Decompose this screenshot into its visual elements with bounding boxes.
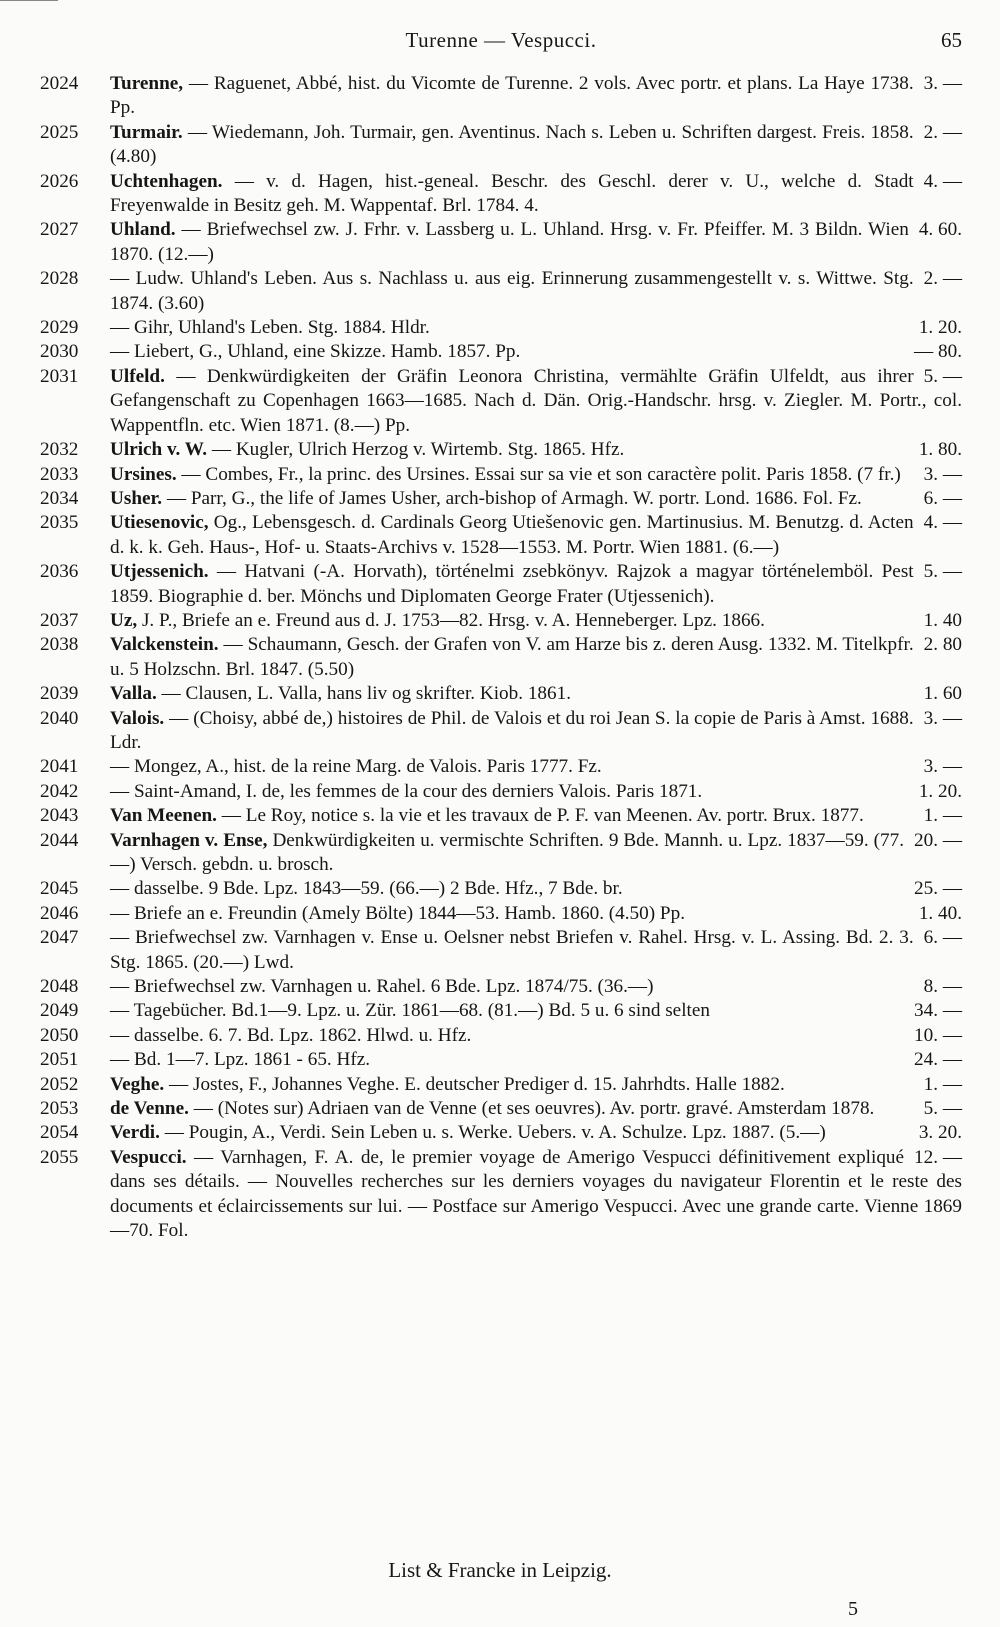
entry-description: — Saint-Amand, I. de, les femmes de la cour des derniers Valois. Paris 1871.	[110, 780, 703, 802]
entry-heading: Ulfeld.	[110, 365, 165, 387]
running-header	[40, 28, 962, 68]
entry-number: 2037	[40, 609, 79, 631]
entry-description: — Pougin, A., Verdi. Sein Leben u. s. Werke. Uebers. v. A. Schulze. Lpz. 1887. (5.—)	[164, 1122, 826, 1144]
entry-description: Denkwürdigkeiten u. vermischte Schriften. 9 Bde. Mannh. u. Lpz. 1837—59. (77.—) Versch. gebdn. u. brosch.	[110, 829, 905, 875]
entry-heading: Turenne,	[110, 73, 184, 94]
entry-price: 6. —	[923, 487, 962, 509]
entry-number: 2034	[40, 487, 79, 509]
catalogue-entry	[40, 1024, 962, 1048]
catalogue-entry	[40, 1073, 962, 1097]
entry-price: 3. —	[923, 463, 962, 485]
entry-heading: Verdi.	[110, 1122, 160, 1144]
entry-price: 25. —	[914, 878, 962, 900]
catalogue-entry	[40, 707, 962, 756]
entry-description: — Combes, Fr., la princ. des Ursines. Essai sur sa vie et son caractère polit. Paris 1858. (7 fr.)	[181, 463, 901, 485]
catalogue-entry	[40, 218, 962, 267]
entry-description: — Briefe an e. Freundin (Amely Bölte) 1844—53. Hamb. 1860. (4.50) Pp.	[110, 902, 685, 924]
entry-price: 1. 60	[923, 683, 962, 705]
entry-description: — Kugler, Ulrich Herzog v. Wirtemb. Stg. 1865. Hfz.	[211, 439, 625, 461]
entry-number: 2030	[40, 341, 79, 363]
entry-number: 2029	[40, 317, 79, 339]
entry-description: — Raguenet, Abbé, hist. du Vicomte de Turenne. 2 vols. Avec portr. et plans. La Haye 1738. Pp.	[110, 73, 914, 119]
entry-description: — Briefwechsel zw. J. Frhr. v. Lassberg u. L. Uhland. Hrsg. v. Fr. Pfeiffer. M. 3 Bildn. Wien 1870. (12.—)	[110, 219, 909, 265]
entry-price: 5. —	[923, 561, 962, 583]
entry-price: 1. 20.	[918, 780, 962, 802]
entry-heading: Ursines.	[110, 463, 177, 485]
sheet-signature: 5	[848, 1598, 858, 1620]
entry-description: — v. d. Hagen, hist.-geneal. Beschr. des Geschl. derer v. U., welche d. Stadt Freyenwalde in Besitz geh. M. Wappentaf. Brl. 1784. 4.	[110, 170, 914, 217]
entry-number: 2038	[40, 634, 79, 656]
catalogue-entry	[40, 804, 962, 828]
catalogue-entry	[40, 340, 962, 364]
top-edge-mark	[0, 0, 58, 1]
catalogue-entry	[40, 560, 962, 609]
catalogue-entry	[40, 511, 962, 560]
entry-description: — Jostes, F., Johannes Veghe. E. deutscher Prediger d. 15. Jahrhdts. Halle 1882.	[169, 1073, 785, 1095]
catalogue-entry	[40, 609, 962, 633]
entry-number: 2032	[40, 439, 79, 461]
entry-heading: Uchtenhagen.	[110, 170, 223, 192]
entry-description: — Mongez, A., hist. de la reine Marg. de Valois. Paris 1777. Fz.	[110, 756, 602, 778]
entry-number: 2051	[40, 1049, 79, 1071]
entry-price: 6. —	[923, 927, 962, 949]
entry-number: 2044	[40, 829, 79, 851]
entry-description: — Briefwechsel zw. Varnhagen v. Ense u. Oelsner nebst Briefen v. Rahel. Hrsg. v. L. Assing. Bd. 2. 3. Stg. 1865. (20.—) Lwd.	[110, 927, 914, 973]
entry-price: 34. —	[914, 1000, 962, 1022]
entry-number: 2046	[40, 902, 79, 924]
catalogue-entry	[40, 121, 962, 170]
entry-price: 10. —	[914, 1024, 962, 1046]
entry-number: 2033	[40, 463, 79, 485]
entry-description: — Tagebücher. Bd.1—9. Lpz. u. Zür. 1861—68. (81.—) Bd. 5 u. 6 sind selten	[110, 1000, 710, 1022]
entry-price: 1. 20.	[918, 317, 962, 339]
entry-number: 2055	[40, 1146, 79, 1168]
entry-number: 2031	[40, 365, 79, 387]
entry-number: 2028	[40, 268, 79, 290]
entry-number: 2049	[40, 1000, 79, 1022]
entry-number: 2024	[40, 73, 79, 94]
entry-price: 3. —	[923, 756, 962, 778]
catalogue-page	[40, 28, 962, 1244]
entry-description: — dasselbe. 6. 7. Bd. Lpz. 1862. Hlwd. u. Hfz.	[110, 1024, 472, 1046]
entry-number: 2043	[40, 805, 79, 827]
entry-description: — Le Roy, notice s. la vie et les travaux de P. F. van Meenen. Av. portr. Brux. 1877.	[221, 805, 864, 827]
entry-price: 4. —	[923, 512, 962, 534]
entry-price: 5. —	[923, 365, 962, 387]
entry-description: — Hatvani (-A. Horvath), történelmi zsebkönyv. Rajzok a magyar történelemböl. Pest 1859. Biographie d. ber. Mönchs und Diplomaten George Frater (Utjessenich).	[110, 561, 914, 607]
entry-number: 2041	[40, 756, 79, 778]
entry-number: 2040	[40, 707, 79, 729]
entry-heading: Valckenstein.	[110, 634, 219, 656]
catalogue-entry	[40, 877, 962, 901]
catalogue-entry	[40, 926, 962, 975]
entry-number: 2026	[40, 170, 79, 192]
catalogue-entry	[40, 829, 962, 878]
entry-heading: Uz,	[110, 609, 138, 631]
entry-description: — Parr, G., the life of James Usher, arch-bishop of Armagh. W. portr. Lond. 1686. Fol. Fz.	[166, 487, 862, 509]
catalogue-entry	[40, 316, 962, 340]
entry-description: — Ludw. Uhland's Leben. Aus s. Nachlass u. aus eig. Erinnerung zusammengestellt v. s. Wittwe. Stg. 1874. (3.60)	[110, 268, 914, 314]
entry-price: 1. —	[923, 1073, 962, 1095]
entry-number: 2053	[40, 1098, 79, 1120]
entry-description: Og., Lebensgesch. d. Cardinals Georg Utiešenovic gen. Martinusius. M. Benutzg. d. Acten d. k. k. Geh. Haus-, Hof- u. Staats-Archivs v. 1528—1553. M. Portr. Wien 1881. (6.—)	[110, 512, 914, 558]
catalogue-entry	[40, 1146, 962, 1244]
entry-heading: Varnhagen v. Ense,	[110, 829, 268, 851]
catalogue-entry	[40, 267, 962, 316]
entry-price: 1. 40.	[918, 902, 962, 924]
entry-price: 4. —	[923, 170, 962, 192]
page-number: 65	[941, 28, 962, 52]
entry-description: — (Notes sur) Adriaen van de Venne (et ses oeuvres). Av. portr. gravé. Amsterdam 1878.	[193, 1098, 875, 1120]
entry-heading: Turmair.	[110, 121, 183, 143]
entry-price: 2. —	[923, 121, 962, 143]
entry-number: 2039	[40, 683, 79, 705]
entry-price: 20. —	[914, 829, 962, 851]
entry-number: 2050	[40, 1024, 79, 1046]
entry-number: 2027	[40, 219, 79, 241]
catalogue-entry	[40, 72, 962, 121]
catalogue-entry	[40, 170, 962, 219]
entry-description: — Schaumann, Gesch. der Grafen von V. am Harze bis z. deren Ausg. 1332. M. Titelkpfr. u. 5 Holzschn. Brl. 1847. (5.50)	[110, 634, 914, 680]
entry-heading: Valla.	[110, 683, 157, 705]
entry-price: 2. 80	[923, 634, 962, 656]
catalogue-entry	[40, 487, 962, 511]
entry-heading: Usher.	[110, 487, 163, 509]
catalogue-entry	[40, 780, 962, 804]
entry-price: 3. —	[923, 73, 962, 94]
catalogue-entry	[40, 1121, 962, 1145]
entry-heading: Utjessenich.	[110, 561, 209, 583]
entry-price: — 80.	[914, 341, 962, 363]
catalogue-entry	[40, 682, 962, 706]
entry-description: J. P., Briefe an e. Freund aus d. J. 1753—82. Hrsg. v. A. Henneberger. Lpz. 1866.	[141, 609, 765, 631]
entry-heading: Ulrich v. W.	[110, 439, 208, 461]
entry-heading: Valois.	[110, 707, 165, 729]
page-title: Turenne — Vespucci.	[405, 28, 597, 52]
entry-number: 2025	[40, 121, 79, 143]
entry-number: 2047	[40, 927, 79, 949]
entry-description: — Briefwechsel zw. Varnhagen u. Rahel. 6 Bde. Lpz. 1874/75. (36.—)	[110, 976, 654, 998]
entry-price: 3. —	[923, 707, 962, 729]
entry-heading: Utiesenovic,	[110, 512, 209, 534]
entry-heading: Vespucci.	[110, 1146, 187, 1168]
entry-price: 3. 20.	[918, 1122, 962, 1144]
entry-heading: de Venne.	[110, 1098, 189, 1120]
entry-heading: Van Meenen.	[110, 805, 217, 827]
entry-number: 2036	[40, 561, 79, 583]
entry-price: 2. —	[923, 268, 962, 290]
entry-price: 24. —	[914, 1049, 962, 1071]
catalogue-entry	[40, 755, 962, 779]
entry-heading: Veghe.	[110, 1073, 165, 1095]
entry-number: 2035	[40, 512, 79, 534]
entry-description: — Gihr, Uhland's Leben. Stg. 1884. Hldr.	[110, 317, 430, 339]
entry-description: — Varnhagen, F. A. de, le premier voyage de Amerigo Vespucci définitivement expliqué dans ses détails. — Nouvelles recherches sur les derniers voyages du navigateur Florentin et le reste des documents et éclaircissements sur lui. — Postface sur Amerigo Vespucci. Avec une grande carte. Vienne 1869—70. Fol.	[110, 1146, 962, 1242]
catalogue-entry	[40, 1048, 962, 1072]
entry-number: 2052	[40, 1073, 79, 1095]
catalogue-entry	[40, 633, 962, 682]
catalogue-entry	[40, 999, 962, 1023]
entry-description: — (Choisy, abbé de,) histoires de Phil. de Valois et du roi Jean S. la copie de Paris à Amst. 1688. Ldr.	[110, 707, 914, 753]
entry-price: 1. 40	[923, 609, 962, 631]
entry-description: — Denkwürdigkeiten der Gräfin Leonora Christina, vermählte Gräfin Ulfeldt, aus ihrer Gefangenschaft zu Copenhagen 1663—1685. Nach d. Dän. Orig.-Handschr. hrsg. v. Ziegler. M. Portr., col. Wappentfln. etc. Wien 1871. (8.—) Pp.	[110, 365, 962, 436]
entry-price: 1. —	[923, 805, 962, 827]
entry-price: 12. —	[914, 1146, 962, 1168]
entry-description: — Clausen, L. Valla, hans liv og skrifter. Kiob. 1861.	[161, 683, 572, 705]
entry-number: 2042	[40, 780, 79, 802]
entry-number: 2048	[40, 976, 79, 998]
entry-description: — Wiedemann, Joh. Turmair, gen. Aventinus. Nach s. Leben u. Schriften dargest. Freis. 1858. (4.80)	[110, 121, 914, 168]
entry-price: 4. 60.	[918, 219, 962, 241]
entry-description: — Liebert, G., Uhland, eine Skizze. Hamb. 1857. Pp.	[110, 341, 521, 363]
entry-price: 8. —	[923, 976, 962, 998]
entry-description: — dasselbe. 9 Bde. Lpz. 1843—59. (66.—) 2 Bde. Hfz., 7 Bde. br.	[110, 878, 623, 900]
entry-description: — Bd. 1—7. Lpz. 1861 - 65. Hfz.	[110, 1049, 371, 1071]
catalogue-entries	[40, 72, 962, 1244]
catalogue-entry	[40, 1097, 962, 1121]
entry-heading: Uhland.	[110, 219, 176, 241]
catalogue-entry	[40, 438, 962, 462]
publisher-footer: List & Francke in Leipzig.	[388, 1558, 612, 1582]
catalogue-entry	[40, 975, 962, 999]
catalogue-entry	[40, 463, 962, 487]
entry-number: 2045	[40, 878, 79, 900]
entry-number: 2054	[40, 1122, 79, 1144]
catalogue-entry	[40, 365, 962, 438]
catalogue-entry	[40, 902, 962, 926]
entry-price: 5. —	[923, 1098, 962, 1120]
entry-price: 1. 80.	[918, 439, 962, 461]
